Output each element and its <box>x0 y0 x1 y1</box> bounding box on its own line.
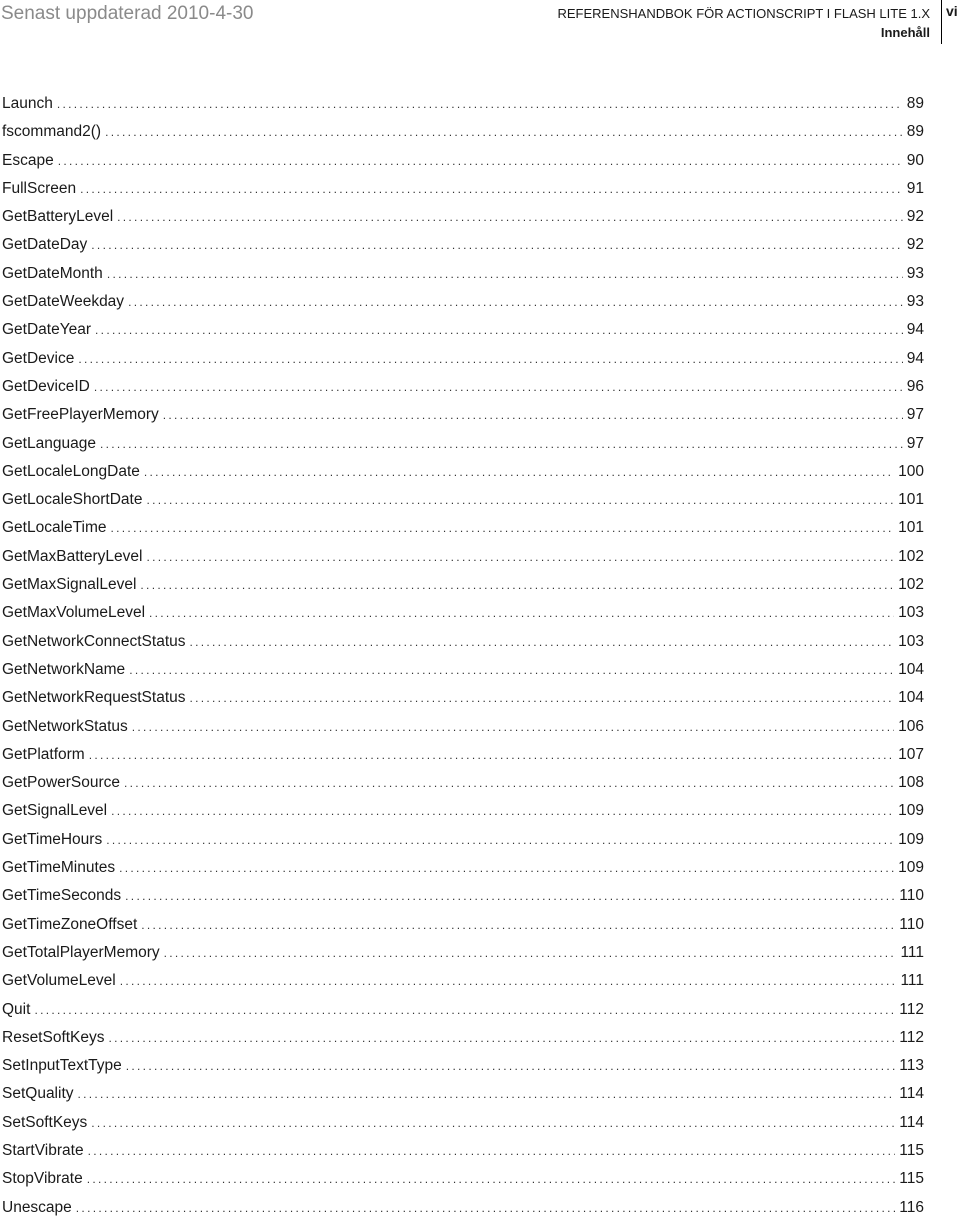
toc-entry-page[interactable]: 93 <box>906 293 924 311</box>
dot-leader <box>163 408 903 422</box>
toc-entry[interactable] <box>2 1142 924 1170</box>
toc-entry[interactable] <box>2 378 924 406</box>
chapter-title: Innehåll <box>880 25 930 40</box>
toc-entry[interactable] <box>2 123 924 151</box>
toc-entry-title[interactable]: SetInputTextType <box>2 1057 122 1075</box>
toc-entry-page[interactable]: 111 <box>900 943 924 961</box>
toc-entry-title[interactable]: StartVibrate <box>2 1141 84 1159</box>
toc-entry-title[interactable]: GetNetworkConnectStatus <box>2 632 186 650</box>
dot-leader <box>111 804 894 818</box>
dot-leader <box>34 1003 895 1017</box>
dot-leader <box>111 521 895 535</box>
dot-leader <box>146 550 894 564</box>
toc-entry-page[interactable]: 114 <box>899 1113 924 1131</box>
toc-entry-title[interactable]: GetBatteryLevel <box>2 208 114 226</box>
toc-entry-page[interactable]: 104 <box>898 689 924 707</box>
dot-leader <box>105 125 903 139</box>
toc-entry-page[interactable]: 101 <box>898 491 924 509</box>
dot-leader <box>100 437 903 451</box>
toc-entry-title[interactable]: GetLocaleTime <box>2 519 107 537</box>
toc-entry[interactable] <box>2 859 924 887</box>
toc-entry[interactable] <box>2 831 924 859</box>
toc-entry-page[interactable]: 106 <box>898 717 924 735</box>
toc-entry-title[interactable]: GetDateMonth <box>2 264 103 282</box>
toc-entry[interactable] <box>2 1001 924 1029</box>
dot-leader <box>117 210 903 224</box>
toc-entry[interactable] <box>2 350 924 378</box>
toc-entry[interactable] <box>2 265 924 293</box>
dot-leader <box>125 889 895 903</box>
dot-leader <box>80 182 903 196</box>
toc-entry-page[interactable]: 104 <box>898 660 924 678</box>
toc-entry-title[interactable]: GetLanguage <box>2 434 96 452</box>
toc-entry-title[interactable]: fscommand2() <box>2 123 102 141</box>
page-number: vi <box>946 3 958 19</box>
toc-entry-title[interactable]: GetNetworkName <box>2 660 126 678</box>
toc-entry-page[interactable]: 90 <box>906 151 924 169</box>
toc-entry-page[interactable]: 108 <box>898 774 924 792</box>
toc-entry-page[interactable]: 109 <box>898 830 924 848</box>
book-title: REFERENSHANDBOK FÖR ACTIONSCRIPT I FLASH LITE 1.X <box>557 6 930 21</box>
toc-entry[interactable] <box>2 406 924 434</box>
toc-entry[interactable] <box>2 802 924 830</box>
toc-entry-title[interactable]: SetSoftKeys <box>2 1113 88 1131</box>
toc-entry[interactable] <box>2 774 924 802</box>
toc-entry-title[interactable]: GetDevice <box>2 349 75 367</box>
last-updated-text: Senast uppdaterad 2010-4-30 <box>1 3 254 24</box>
toc-entry-title[interactable]: GetTimeMinutes <box>2 859 116 877</box>
dot-leader <box>144 465 894 479</box>
dot-leader <box>141 918 895 932</box>
dot-leader <box>87 1172 896 1186</box>
toc-entry[interactable] <box>2 718 924 746</box>
toc-entry[interactable] <box>2 1114 924 1142</box>
header-divider <box>941 0 942 44</box>
dot-leader <box>128 295 903 309</box>
toc-entry-page[interactable]: 102 <box>898 576 924 594</box>
toc-entry[interactable] <box>2 944 924 972</box>
toc-entry-title[interactable]: GetFreePlayerMemory <box>2 406 159 424</box>
toc-entry-title[interactable]: GetNetworkStatus <box>2 717 128 735</box>
toc-entry[interactable] <box>2 916 924 944</box>
toc-entry-page[interactable]: 115 <box>899 1170 924 1188</box>
dot-leader <box>107 267 903 281</box>
dot-leader <box>120 974 897 988</box>
toc-entry[interactable] <box>2 519 924 547</box>
toc-entry[interactable] <box>2 548 924 576</box>
toc-entry[interactable] <box>2 689 924 717</box>
dot-leader <box>146 493 894 507</box>
dot-leader <box>95 323 903 337</box>
toc-entry-page[interactable]: 111 <box>900 972 924 990</box>
dot-leader <box>190 691 895 705</box>
toc-entry[interactable] <box>2 152 924 180</box>
running-header <box>558 4 931 42</box>
toc-entry[interactable] <box>2 661 924 689</box>
toc-entry[interactable] <box>2 633 924 661</box>
toc-entry[interactable] <box>2 208 924 236</box>
toc-entry[interactable] <box>2 236 924 264</box>
dot-leader <box>91 1116 895 1130</box>
toc-entry-page[interactable]: 103 <box>898 604 924 622</box>
toc-entry[interactable] <box>2 180 924 208</box>
toc-entry[interactable] <box>2 491 924 519</box>
toc-entry[interactable] <box>2 1170 924 1198</box>
dot-leader <box>78 1087 896 1101</box>
toc-entry-page[interactable]: 94 <box>906 349 924 367</box>
toc-entry[interactable] <box>2 1029 924 1057</box>
dot-leader <box>126 1059 896 1073</box>
toc-entry-page[interactable]: 102 <box>898 547 924 565</box>
toc-entry-page[interactable]: 115 <box>899 1141 924 1159</box>
toc-entry[interactable] <box>2 1057 924 1085</box>
toc-entry-page[interactable]: 89 <box>906 123 924 141</box>
dot-leader <box>149 606 894 620</box>
dot-leader <box>94 380 903 394</box>
toc-entry-page[interactable]: 109 <box>898 859 924 877</box>
dot-leader <box>91 238 902 252</box>
toc-entry-title[interactable]: GetNetworkRequestStatus <box>2 689 186 707</box>
toc-entry-page[interactable]: 101 <box>898 519 924 537</box>
toc-entry-page[interactable]: 107 <box>898 745 924 763</box>
toc-entry[interactable] <box>2 435 924 463</box>
toc-entry-page[interactable]: 94 <box>906 321 924 339</box>
dot-leader <box>89 748 894 762</box>
toc-entry[interactable] <box>2 1199 924 1227</box>
toc-entry[interactable] <box>2 321 924 349</box>
toc-entry-page[interactable]: 92 <box>906 236 924 254</box>
toc-entry-title[interactable]: StopVibrate <box>2 1170 83 1188</box>
toc-entry-title[interactable]: GetPlatform <box>2 745 85 763</box>
toc-entry-title[interactable]: GetSignalLevel <box>2 802 108 820</box>
dot-leader <box>88 1144 896 1158</box>
toc-entry-title[interactable]: GetLocaleShortDate <box>2 491 143 509</box>
dot-leader <box>58 154 903 168</box>
dot-leader <box>164 946 897 960</box>
toc-entry[interactable] <box>2 95 924 123</box>
toc-entry-title[interactable]: Escape <box>2 151 54 169</box>
toc-entry-page[interactable]: 112 <box>899 1000 924 1018</box>
dot-leader <box>140 578 894 592</box>
dot-leader <box>119 861 894 875</box>
toc-entry-title[interactable]: GetMaxSignalLevel <box>2 576 137 594</box>
toc-entry-page[interactable]: 112 <box>899 1028 924 1046</box>
toc-entry-title[interactable]: GetTimeSeconds <box>2 887 122 905</box>
toc-entry-title[interactable]: GetLocaleLongDate <box>2 462 140 480</box>
toc-entry-page[interactable]: 89 <box>906 95 924 112</box>
dot-leader <box>129 663 894 677</box>
toc-entry-title[interactable]: GetDateYear <box>2 321 92 339</box>
toc-entry-title[interactable]: GetTimeHours <box>2 830 103 848</box>
toc-entry-title[interactable]: GetPowerSource <box>2 774 121 792</box>
toc-entry-title[interactable]: SetQuality <box>2 1085 74 1103</box>
dot-leader <box>106 833 894 847</box>
toc-entry-page[interactable]: 91 <box>906 179 924 197</box>
table-of-contents <box>2 95 924 1227</box>
toc-entry-page[interactable]: 100 <box>898 462 924 480</box>
toc-entry-page[interactable]: 114 <box>899 1085 924 1103</box>
toc-entry[interactable] <box>2 604 924 632</box>
toc-entry-page[interactable]: 109 <box>898 802 924 820</box>
toc-entry-title[interactable]: GetTimeZoneOffset <box>2 915 138 933</box>
toc-entry[interactable] <box>2 972 924 1000</box>
toc-entry-page[interactable]: 113 <box>899 1057 924 1075</box>
toc-entry[interactable] <box>2 293 924 321</box>
toc-entry-title[interactable]: Launch <box>2 95 53 112</box>
toc-entry-page[interactable]: 96 <box>906 377 924 395</box>
toc-entry-title[interactable]: GetVolumeLevel <box>2 972 116 990</box>
toc-entry[interactable] <box>2 746 924 774</box>
toc-entry-page[interactable]: 110 <box>899 887 924 905</box>
dot-leader <box>124 776 894 790</box>
toc-entry-title[interactable]: Unescape <box>2 1198 72 1216</box>
page-header <box>0 0 960 44</box>
dot-leader <box>190 635 895 649</box>
toc-entry-page[interactable]: 103 <box>898 632 924 650</box>
toc-entry-page[interactable]: 97 <box>906 406 924 424</box>
toc-entry-title[interactable]: GetDeviceID <box>2 377 90 395</box>
toc-entry-title[interactable]: GetDateWeekday <box>2 293 125 311</box>
toc-entry-title[interactable]: GetMaxBatteryLevel <box>2 547 143 565</box>
toc-entry-title[interactable]: GetMaxVolumeLevel <box>2 604 146 622</box>
toc-entry[interactable] <box>2 887 924 915</box>
toc-entry-page[interactable]: 97 <box>906 434 924 452</box>
toc-entry-page[interactable]: 116 <box>899 1198 924 1216</box>
toc-entry-page[interactable]: 92 <box>906 208 924 226</box>
toc-entry-page[interactable]: 93 <box>906 264 924 282</box>
toc-entry-page[interactable]: 110 <box>899 915 924 933</box>
toc-entry-title[interactable]: GetTotalPlayerMemory <box>2 943 160 961</box>
dot-leader <box>132 720 894 734</box>
toc-entry[interactable] <box>2 576 924 604</box>
dot-leader <box>76 1201 895 1215</box>
toc-entry-title[interactable]: Quit <box>2 1000 31 1018</box>
dot-leader <box>109 1031 896 1045</box>
toc-entry-title[interactable]: ResetSoftKeys <box>2 1028 105 1046</box>
toc-entry[interactable] <box>2 1085 924 1113</box>
dot-leader <box>57 97 903 111</box>
dot-leader <box>78 352 902 366</box>
toc-entry[interactable] <box>2 463 924 491</box>
toc-entry-title[interactable]: FullScreen <box>2 179 77 197</box>
toc-entry-title[interactable]: GetDateDay <box>2 236 88 254</box>
